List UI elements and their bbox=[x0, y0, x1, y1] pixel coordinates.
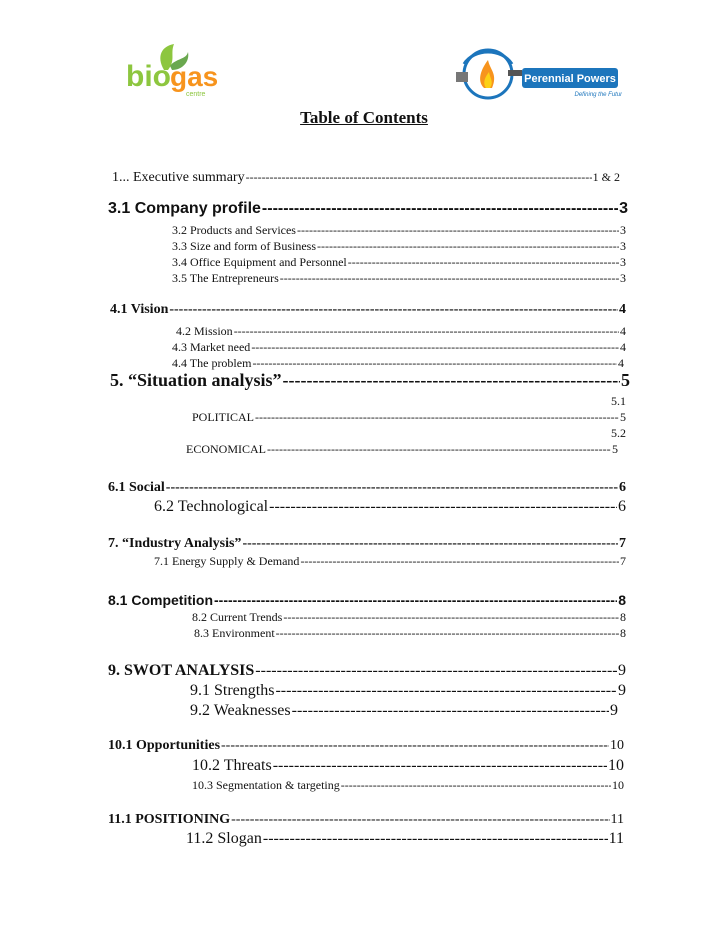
toc-leader bbox=[273, 757, 607, 775]
toc-entry-label: 3.3 Size and form of Business bbox=[172, 239, 316, 253]
toc-entry[interactable] bbox=[172, 271, 626, 286]
toc-leader bbox=[251, 340, 619, 355]
toc-leader bbox=[292, 702, 609, 720]
perennial-powers-logo bbox=[452, 42, 622, 104]
svg-text:bio: bio bbox=[126, 60, 171, 93]
toc-leader bbox=[275, 682, 617, 700]
toc-leader bbox=[276, 626, 619, 641]
toc-entry-label: 8.1 Competition bbox=[108, 592, 214, 608]
toc-leader bbox=[267, 442, 611, 457]
toc-entry[interactable] bbox=[108, 480, 626, 496]
toc-entry-page: 9 bbox=[618, 682, 626, 699]
toc-entry-label: 9.1 Strengths bbox=[190, 682, 275, 699]
toc-entry-page: 8 bbox=[620, 610, 626, 624]
toc-leader bbox=[166, 480, 618, 496]
toc-entry-label: 3.1 Company profile bbox=[108, 200, 261, 217]
toc-leader bbox=[252, 356, 617, 371]
toc-leader bbox=[283, 610, 619, 625]
toc-entry[interactable] bbox=[154, 554, 626, 569]
toc-entry-page: 7 bbox=[620, 554, 626, 568]
toc-entry[interactable] bbox=[108, 738, 624, 754]
svg-text:Defining the Future: Defining the Future bbox=[574, 92, 622, 98]
toc-entry-page: 9 bbox=[618, 662, 626, 679]
toc-entry-page: 10 bbox=[610, 738, 624, 753]
toc-entry-page: 8 bbox=[618, 592, 626, 608]
toc-entry[interactable] bbox=[108, 662, 626, 680]
toc-entry-label: ECONOMICAL bbox=[186, 442, 266, 456]
toc-entry-page: 10 bbox=[612, 778, 624, 792]
toc-entry-label: 10.2 Threats bbox=[192, 757, 272, 774]
toc-entry-label: POLITICAL bbox=[192, 410, 254, 424]
toc-entry-label: 10.3 Segmentation & targeting bbox=[192, 778, 340, 792]
toc-leader bbox=[169, 302, 618, 318]
toc-entry[interactable] bbox=[172, 239, 626, 254]
toc-entry-label: 8.3 Environment bbox=[194, 626, 275, 640]
toc-leader bbox=[348, 255, 619, 270]
toc-leader bbox=[234, 324, 619, 339]
toc-entry[interactable] bbox=[172, 223, 626, 238]
toc-leader bbox=[269, 498, 617, 516]
toc-entry-page: 3 bbox=[620, 223, 626, 237]
toc-entry-page: 7 bbox=[619, 536, 626, 551]
toc-leader bbox=[341, 778, 611, 793]
toc-entry-label: 4.1 Vision bbox=[110, 302, 169, 317]
toc-entry[interactable] bbox=[154, 498, 626, 516]
toc-entry-page: 6 bbox=[619, 480, 626, 495]
toc-leader bbox=[283, 370, 620, 391]
toc-entry-page: 3 bbox=[619, 200, 628, 217]
toc-entry[interactable] bbox=[192, 610, 626, 625]
toc-entry-page: 4 bbox=[618, 356, 624, 370]
toc-entry[interactable] bbox=[192, 757, 624, 775]
toc-leader bbox=[317, 239, 619, 254]
toc-leader bbox=[297, 223, 619, 238]
toc-entry-label: 7. “Industry Analysis” bbox=[108, 536, 242, 551]
toc-entry-label: 7.1 Energy Supply & Demand bbox=[154, 554, 300, 568]
toc-entry[interactable] bbox=[110, 370, 630, 391]
svg-text:gas: gas bbox=[170, 61, 219, 92]
toc-entry[interactable] bbox=[186, 442, 618, 457]
toc-entry-page: 8 bbox=[620, 626, 626, 640]
toc-entry-label: 9. SWOT ANALYSIS bbox=[108, 662, 255, 679]
toc-entry-page: 4 bbox=[619, 302, 626, 317]
toc-entry-label: 6.1 Social bbox=[108, 480, 165, 495]
toc-entry[interactable] bbox=[186, 830, 624, 848]
toc-entry-label: 3.4 Office Equipment and Personnel bbox=[172, 255, 347, 269]
toc-leader bbox=[242, 536, 618, 552]
svg-text:centre: centre bbox=[186, 91, 206, 98]
toc-entry-label: 6.2 Technological bbox=[154, 498, 269, 515]
toc-entry-page: 5 bbox=[620, 410, 626, 424]
toc-entry-page: 4 bbox=[620, 324, 626, 338]
toc-leader bbox=[231, 812, 609, 828]
toc-entry-page: 6 bbox=[618, 498, 626, 515]
toc-entry[interactable] bbox=[194, 626, 626, 641]
toc-entry-label: 5. “Situation analysis” bbox=[110, 370, 282, 390]
toc-entry-label: 4.2 Mission bbox=[176, 324, 233, 338]
toc-entry-label: 4.4 The problem bbox=[172, 356, 252, 370]
toc-entry-page: 11 bbox=[610, 812, 624, 827]
toc-entry-label: 10.1 Opportunities bbox=[108, 738, 221, 753]
toc-entry[interactable] bbox=[108, 200, 628, 218]
svg-text:Perennial Powers: Perennial Powers bbox=[524, 73, 616, 85]
toc-leader bbox=[262, 200, 618, 218]
biogas-logo bbox=[124, 40, 220, 104]
toc-entry[interactable] bbox=[172, 340, 626, 355]
toc-entry[interactable] bbox=[108, 592, 626, 608]
toc-leader bbox=[300, 554, 619, 569]
toc-leader bbox=[263, 830, 608, 848]
toc-entry-page: 10 bbox=[608, 757, 624, 774]
toc-entry[interactable] bbox=[172, 356, 624, 371]
toc-leader bbox=[255, 662, 617, 680]
toc-entry-label: 11.1 POSITIONING bbox=[108, 812, 231, 827]
toc-entry-page: 11 bbox=[608, 830, 624, 847]
toc-entry-page: 3 bbox=[620, 239, 626, 253]
toc-entry-label: 9.2 Weaknesses bbox=[190, 702, 291, 719]
toc-subsection-number: 5.2 bbox=[611, 426, 626, 440]
toc-entry[interactable] bbox=[190, 682, 626, 700]
toc-entry[interactable] bbox=[112, 170, 620, 186]
toc-entry-label: 8.2 Current Trends bbox=[192, 610, 283, 624]
toc-entry-page: 3 bbox=[620, 271, 626, 285]
toc-entry[interactable] bbox=[176, 324, 626, 339]
toc-entry-page: 9 bbox=[610, 702, 618, 719]
toc-entry-label: 1... Executive summary bbox=[112, 170, 245, 185]
toc-leader bbox=[280, 271, 619, 286]
toc-entry-label: 3.5 The Entrepreneurs bbox=[172, 271, 279, 285]
toc-leader bbox=[255, 410, 619, 425]
page-title: Table of Contents bbox=[300, 108, 428, 127]
toc-leader bbox=[246, 170, 592, 185]
toc-entry-page: 4 bbox=[620, 340, 626, 354]
toc-entry[interactable] bbox=[110, 302, 626, 318]
toc-entry-page: 5 bbox=[621, 370, 630, 390]
toc-entry-page: 3 bbox=[620, 255, 626, 269]
toc-subsection-number: 5.1 bbox=[611, 394, 626, 408]
toc-entry[interactable] bbox=[108, 812, 624, 828]
toc-leader bbox=[214, 592, 617, 608]
toc-entry[interactable] bbox=[108, 536, 626, 552]
toc-entry-label: 11.2 Slogan bbox=[186, 830, 262, 847]
toc-entry[interactable] bbox=[192, 778, 624, 793]
toc-entry[interactable] bbox=[172, 255, 626, 270]
toc-entry-page: 5 bbox=[612, 442, 618, 456]
toc-leader bbox=[221, 738, 609, 754]
toc-entry-label: 4.3 Market need bbox=[172, 340, 251, 354]
toc-entry[interactable] bbox=[192, 410, 626, 425]
toc-entry-label: 3.2 Products and Services bbox=[172, 223, 296, 237]
toc-entry[interactable] bbox=[190, 702, 618, 720]
toc-entry-page: 1 & 2 bbox=[592, 170, 620, 184]
